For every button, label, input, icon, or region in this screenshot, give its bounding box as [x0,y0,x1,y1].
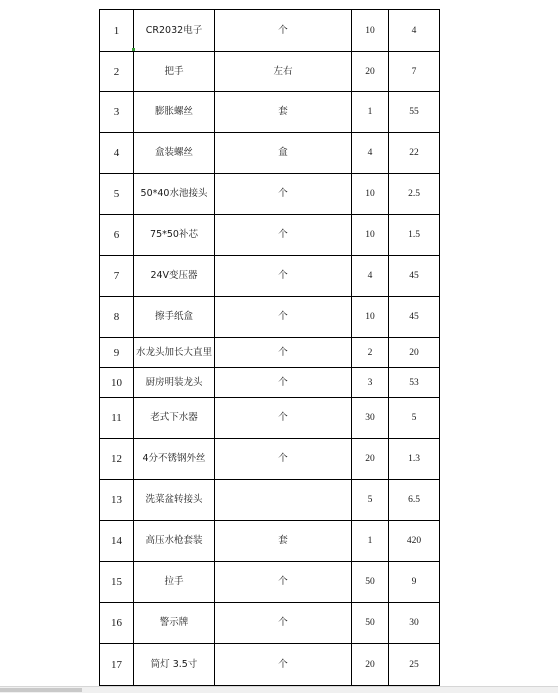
item-price: 55 [389,92,440,133]
item-name: 洗菜盆转接头 [134,480,215,521]
item-name: 4分不锈钢外丝 [134,439,215,480]
item-unit: 个 [215,256,352,297]
table-row [100,603,440,644]
row-index: 12 [100,439,134,480]
row-index: 1 [100,10,134,52]
item-unit: 个 [215,398,352,439]
item-unit: 个 [215,603,352,644]
item-quantity: 1 [352,92,389,133]
item-quantity: 10 [352,10,389,52]
table-row [100,439,440,480]
item-price: 9 [389,562,440,603]
item-quantity: 10 [352,215,389,256]
item-price: 6.5 [389,480,440,521]
row-index: 2 [100,52,134,92]
item-unit: 个 [215,338,352,368]
item-price: 45 [389,256,440,297]
row-index: 5 [100,174,134,215]
item-name: 警示牌 [134,603,215,644]
table-row [100,521,440,562]
item-quantity: 2 [352,338,389,368]
item-quantity: 1 [352,521,389,562]
table-row [100,10,440,52]
table-row [100,297,440,338]
item-quantity: 3 [352,368,389,398]
item-unit: 个 [215,644,352,686]
item-name: CR2032电子 [134,10,215,52]
table-row [100,215,440,256]
cell-selection-marker [132,48,135,51]
table-row [100,52,440,92]
row-index: 11 [100,398,134,439]
item-unit [215,480,352,521]
item-quantity: 50 [352,603,389,644]
item-name: 高压水枪套装 [134,521,215,562]
item-name: 拉手 [134,562,215,603]
table-row [100,398,440,439]
item-price: 1.5 [389,215,440,256]
item-price: 20 [389,338,440,368]
item-quantity: 4 [352,256,389,297]
item-quantity: 10 [352,297,389,338]
table-row [100,480,440,521]
row-index: 10 [100,368,134,398]
item-unit: 套 [215,92,352,133]
row-index: 3 [100,92,134,133]
item-name: 筒灯 3.5寸 [134,644,215,686]
item-quantity: 50 [352,562,389,603]
table-row [100,562,440,603]
scrollbar-thumb[interactable] [0,688,82,692]
item-unit: 套 [215,521,352,562]
item-price: 2.5 [389,174,440,215]
row-index: 16 [100,603,134,644]
item-quantity: 5 [352,480,389,521]
table-row [100,368,440,398]
item-price: 25 [389,644,440,686]
item-name: 水龙头加长大直里 [134,338,215,368]
item-price: 420 [389,521,440,562]
item-price: 22 [389,133,440,174]
parts-table [99,9,440,686]
item-name: 盒装螺丝 [134,133,215,174]
item-unit: 个 [215,368,352,398]
item-unit: 个 [215,174,352,215]
row-index: 8 [100,297,134,338]
row-index: 13 [100,480,134,521]
row-index: 6 [100,215,134,256]
item-quantity: 30 [352,398,389,439]
item-unit: 个 [215,562,352,603]
table-row [100,338,440,368]
item-name: 老式下水器 [134,398,215,439]
item-unit: 盒 [215,133,352,174]
table-row [100,92,440,133]
item-unit: 个 [215,10,352,52]
item-price: 45 [389,297,440,338]
item-price: 4 [389,10,440,52]
item-price: 30 [389,603,440,644]
item-price: 1.3 [389,439,440,480]
table-row [100,644,440,686]
item-name: 75*50补芯 [134,215,215,256]
row-index: 14 [100,521,134,562]
row-index: 4 [100,133,134,174]
item-unit: 个 [215,215,352,256]
table-row [100,256,440,297]
item-name: 擦手纸盒 [134,297,215,338]
item-quantity: 20 [352,644,389,686]
row-index: 15 [100,562,134,603]
item-price: 5 [389,398,440,439]
item-unit: 左右 [215,52,352,92]
item-name: 24V变压器 [134,256,215,297]
item-quantity: 10 [352,174,389,215]
item-unit: 个 [215,297,352,338]
row-index: 17 [100,644,134,686]
table-row [100,133,440,174]
item-quantity: 20 [352,52,389,92]
item-quantity: 20 [352,439,389,480]
item-unit: 个 [215,439,352,480]
item-price: 53 [389,368,440,398]
item-name: 50*40水池接头 [134,174,215,215]
item-name: 把手 [134,52,215,92]
item-quantity: 4 [352,133,389,174]
row-index: 7 [100,256,134,297]
item-name: 膨胀螺丝 [134,92,215,133]
table-row [100,174,440,215]
item-name: 厨房明装龙头 [134,368,215,398]
row-index: 9 [100,338,134,368]
item-price: 7 [389,52,440,92]
parts-table-body [100,10,440,686]
